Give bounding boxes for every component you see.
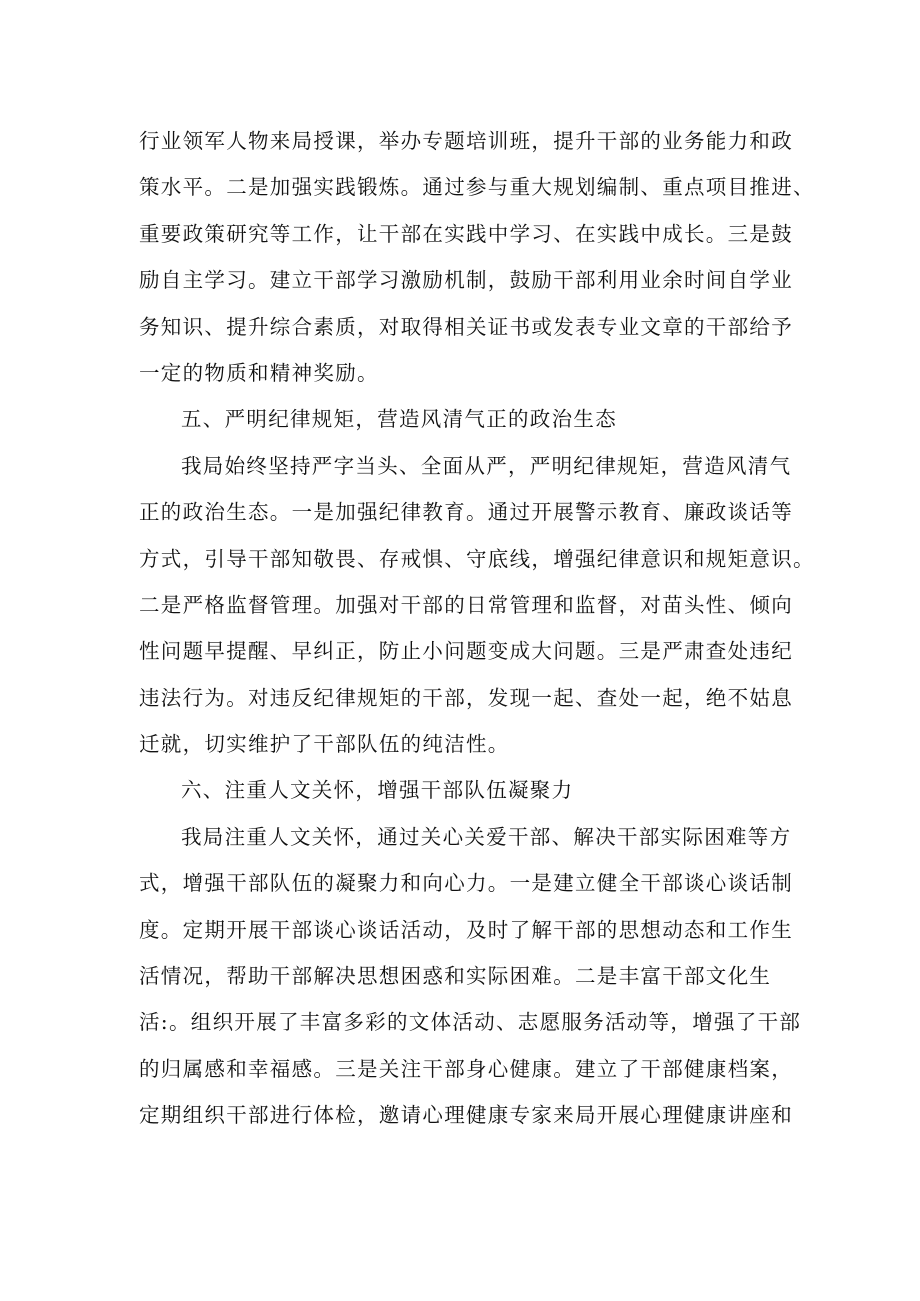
section-heading-5: 五、严明纪律规矩，营造风清气正的政治生态 xyxy=(181,407,617,432)
paragraph-line: 励自主学习。建立干部学习激励机制，鼓励干部利用业余时间自学业 xyxy=(139,268,793,293)
paragraph-line: 二是严格监督管理。加强对干部的日常管理和监督，对苗头性、倾向 xyxy=(139,592,793,617)
section-heading-6: 六、注重人文关怀，增强干部队伍凝聚力 xyxy=(181,778,574,803)
paragraph-line: 正的政治生态。一是加强纪律教育。通过开展警示教育、廉政谈话等 xyxy=(139,500,793,525)
paragraph-line: 重要政策研究等工作，让干部在实践中学习、在实践中成长。三是鼓 xyxy=(139,221,793,246)
paragraph-line: 我局注重人文关怀，通过关心关爱干部、解决干部实际困难等方 xyxy=(181,824,792,849)
paragraph-line: 迁就，切实维护了干部队伍的纯洁性。 xyxy=(139,732,510,757)
paragraph-line: 我局始终坚持严字当头、全面从严，严明纪律规矩，营造风清气 xyxy=(181,453,792,478)
paragraph-line: 性问题早提醒、早纠正，防止小问题变成大问题。三是严肃查处违纪 xyxy=(139,639,793,664)
paragraph-line: 的归属感和幸福感。三是关注干部身心健康。建立了干部健康档案， xyxy=(139,1056,793,1081)
paragraph-line: 行业领军人物来局授课，举办专题培训班，提升干部的业务能力和政 xyxy=(139,129,793,153)
paragraph-line: 一定的物质和精神奖励。 xyxy=(139,360,379,385)
paragraph-line: 务知识、提升综合素质，对取得相关证书或发表专业文章的干部给予 xyxy=(139,314,793,339)
paragraph-line: 活:。组织开展了丰富多彩的文体活动、志愿服务活动等，增强了干部 xyxy=(139,1010,802,1035)
paragraph-line: 度。定期开展干部谈心谈话活动，及时了解干部的思想动态和工作生 xyxy=(139,917,793,942)
paragraph-line: 策水平。二是加强实践锻炼。通过参与重大规划编制、重点项目推进、 xyxy=(139,175,815,200)
paragraph-line: 定期组织干部进行体检，邀请心理健康专家来局开展心理健康讲座和 xyxy=(139,1103,793,1128)
paragraph-line: 方式，引导干部知敬畏、存戒惧、守底线，增强纪律意识和规矩意识。 xyxy=(139,546,815,571)
paragraph-line: 活情况，帮助干部解决思想困惑和实际困难。二是丰富干部文化生 xyxy=(139,964,772,989)
paragraph-line: 违法行为。对违反纪律规矩的干部，发现一起、查处一起，绝不姑息 xyxy=(139,685,793,710)
paragraph-line: 式，增强干部队伍的凝聚力和向心力。一是建立健全干部谈心谈话制 xyxy=(139,871,793,896)
document-body xyxy=(139,118,815,1139)
